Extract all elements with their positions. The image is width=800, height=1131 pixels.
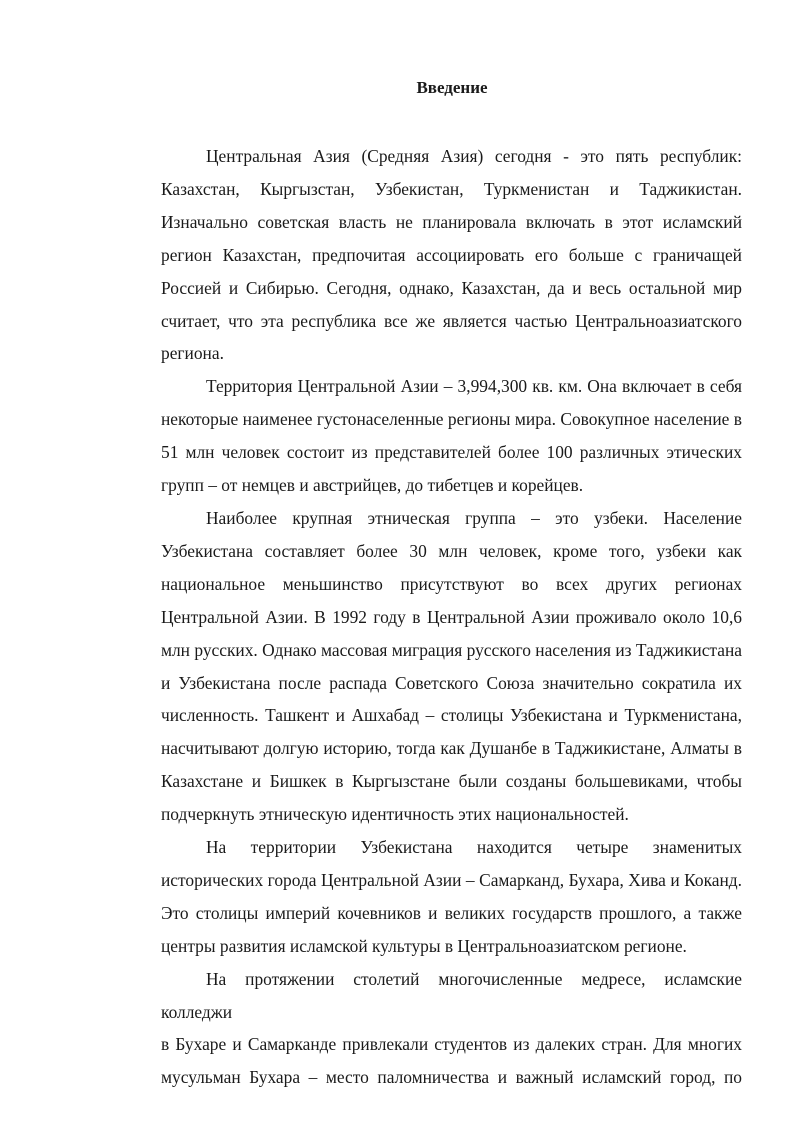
text-line: некоторые наименее густонаселенные регионы мира. Совокупное население в (161, 409, 742, 430)
text-line: Россией и Сибирью. Сегодня, однако, Казахстан, да и весь остальной мир (161, 277, 742, 298)
text-line: мусульман Бухара – место паломничества и важный исламский город, по (161, 1067, 742, 1088)
text-line: Казахстане и Бишкек в Кыргызстане были созданы большевиками, чтобы (161, 771, 742, 792)
text-line: исторических города Центральной Азии – Самарканд, Бухара, Хива и Коканд. (161, 869, 742, 890)
text-line: численность. Ташкент и Ашхабад – столицы Узбекистана и Туркменистана, (161, 705, 742, 726)
text-line: центры развития исламской культуры в Центральноазиатском регионе. (161, 935, 687, 956)
text-line: региона. (161, 343, 224, 364)
text-line: национальное меньшинство присутствуют во всех других регионах (161, 573, 742, 594)
text-line: Центральной Азии. В 1992 году в Центральной Азии проживало около 10,6 (161, 606, 742, 627)
text-line: Центральная Азия (Средняя Азия) сегодня - это пять республик: (206, 146, 742, 166)
document-title: Введение (416, 78, 488, 97)
paragraph (116, 502, 742, 831)
text-line: подчеркнуть этническую идентичность этих национальностей. (161, 804, 629, 825)
paragraph (116, 370, 742, 502)
text-line: насчитывают долгую историю, тогда как Душанбе в Таджикистане, Алматы в (161, 738, 742, 759)
paragraph (116, 831, 742, 963)
text-line: Наиболее крупная этническая группа – это узбеки. Население (206, 507, 742, 528)
text-line: На территории Узбекистана находится четыре знаменитых (206, 837, 742, 858)
paragraph (116, 140, 742, 370)
text-line: Это столицы империй кочевников и великих государств прошлого, а также (161, 902, 742, 923)
text-line: регион Казахстан, предпочитая ассоциировать его больше с граничащей (161, 244, 742, 265)
text-line: в Бухаре и Самарканде привлекали студентов из далеких стран. Для многих (161, 1034, 742, 1055)
text-line: 51 млн человек состоит из представителей более 100 различных этических (161, 442, 742, 463)
document-body (116, 140, 742, 1094)
text-line: Изначально советская власть не планировала включать в этот исламский (161, 211, 742, 232)
text-line: млн русских. Однако массовая миграция русского населения из Таджикистана (161, 639, 742, 660)
text-line: групп – от немцев и австрийцев, до тибетцев и корейцев. (161, 475, 584, 496)
paragraph (116, 963, 742, 1095)
text-line: считает, что эта республика все же является частью Центральноазиатского (161, 310, 742, 331)
text-line: На протяжении столетий многочисленные медресе, исламские колледжи (161, 968, 742, 1022)
text-line: Территория Центральной Азии – 3,994,300 кв. км. Она включает в себя (206, 376, 742, 397)
text-line: и Узбекистана после распада Советского Союза значительно сократила их (161, 672, 742, 693)
text-line: Казахстан, Кыргызстан, Узбекистан, Туркменистан и Таджикистан. (161, 178, 742, 199)
text-line: Узбекистана составляет более 30 млн человек, кроме того, узбеки как (161, 540, 742, 561)
